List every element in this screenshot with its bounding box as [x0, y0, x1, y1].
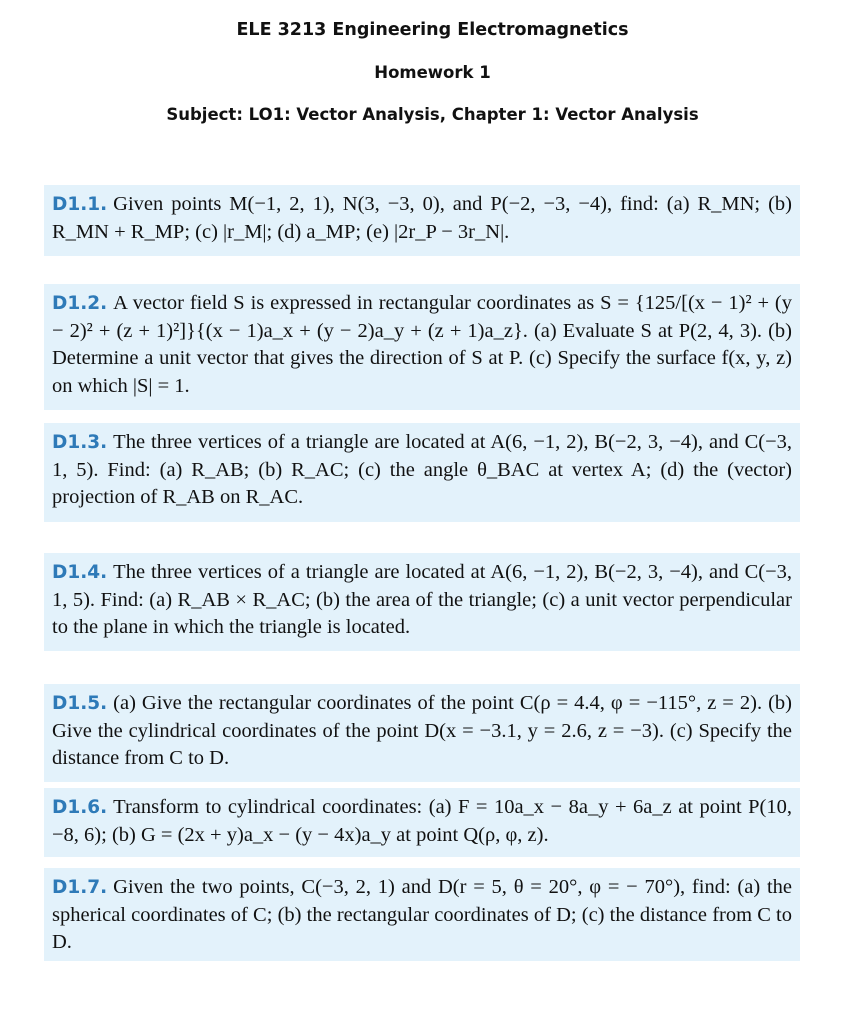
homework-heading: Homework 1	[374, 63, 491, 82]
problem-text: The three vertices of a triangle are located at A(6, −1, 2), B(−2, 3, −4), and C(−3, 1, 5). Find: (a) R_AB; (b) R_AC; (c) the angle θ_BAC at vertex A; (d) the (vector) projection of R_AB on R_AC.	[52, 431, 792, 508]
problem-label: D1.4.	[52, 562, 108, 583]
problem-text: The three vertices of a triangle are located at A(6, −1, 2), B(−2, 3, −4), and C(−3, 1, 5). Find: (a) R_AB × R_AC; (b) the area of the triangle; (c) a unit vector perpendicular to the plane in which the triangle is located.	[52, 561, 792, 638]
problem-label: D1.6.	[52, 797, 108, 818]
problem-label: D1.7.	[52, 877, 108, 898]
problem-d1-7	[44, 868, 800, 961]
subject-line: Subject: LO1: Vector Analysis, Chapter 1: Vector Analysis	[166, 105, 699, 124]
problem-label: D1.3.	[52, 432, 108, 453]
problem-d1-2	[44, 284, 800, 410]
problem-label: D1.1.	[52, 194, 108, 215]
problem-d1-4	[44, 553, 800, 651]
problem-text: (a) Give the rectangular coordinates of the point C(ρ = 4.4, φ = −115°, z = 2). (b) Give the cylindrical coordinates of the point D(x = −3.1, y = 2.6, z = −3). (c) Specify the distance from C to D.	[52, 692, 792, 769]
problem-d1-6	[44, 788, 800, 857]
problem-label: D1.2.	[52, 293, 108, 314]
problem-d1-3	[44, 423, 800, 522]
problem-label: D1.5.	[52, 693, 108, 714]
problem-d1-1	[44, 185, 800, 256]
problem-text: Transform to cylindrical coordinates: (a) F = 10a_x − 8a_y + 6a_z at point P(10, −8, 6); (b) G = (2x + y)a_x − (y − 4x)a_y at point Q(ρ, φ, z).	[52, 796, 792, 846]
document-title: ELE 3213 Engineering Electromagnetics	[236, 20, 629, 40]
problem-text: Given points M(−1, 2, 1), N(3, −3, 0), and P(−2, −3, −4), find: (a) R_MN; (b) R_MN + R_MP; (c) |r_M|; (d) a_MP; (e) |2r_P − 3r_N|.	[52, 193, 792, 243]
problem-text: A vector field S is expressed in rectangular coordinates as S = {125/[(x − 1)² + (y − 2)² + (z + 1)²]}{(x − 1)a_x + (y − 2)a_y + (z + 1)a_z}. (a) Evaluate S at P(2, 4, 3). (b) Determine a unit vector that gives the direction of S at P. (c) Specify the surface f(x, y, z) on which |S| = 1.	[52, 292, 792, 397]
problem-d1-5	[44, 684, 800, 782]
problem-text: Given the two points, C(−3, 2, 1) and D(r = 5, θ = 20°, φ = − 70°), find: (a) the spherical coordinates of C; (b) the rectangular coordinates of D; (c) the distance from C to D.	[52, 876, 792, 953]
